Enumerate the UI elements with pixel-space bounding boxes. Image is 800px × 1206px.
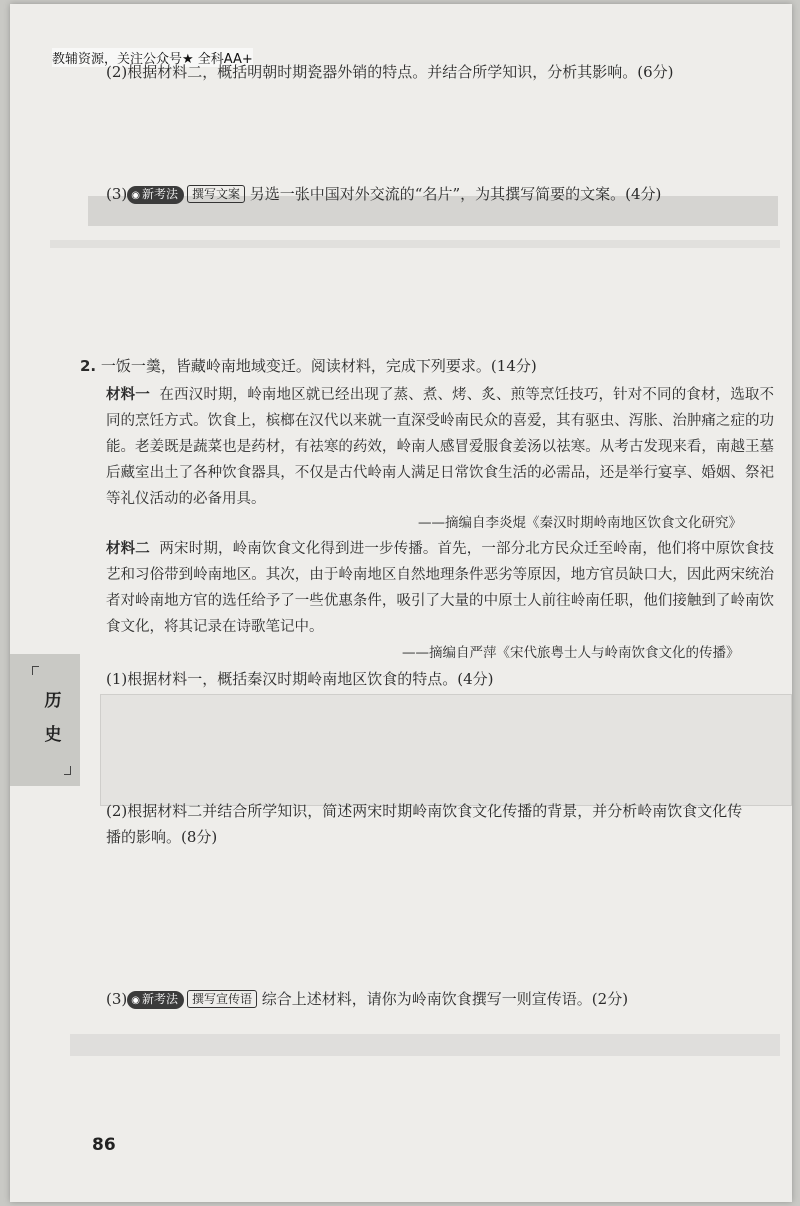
q2-part2-line2: 播的影响。(8分) <box>106 828 218 846</box>
q1-part2: (2)根据材料二，概括明朝时期瓷器外销的特点。并结合所学知识，分析其影响。(6分) <box>106 63 674 81</box>
material-one <box>106 382 774 512</box>
material-two-label: 材料二 <box>106 541 150 557</box>
task-badge: 撰写宣传语 <box>187 990 257 1008</box>
bleed-through-band <box>70 1034 780 1056</box>
q2-intro-line <box>80 356 537 376</box>
q1-part3-number: (3) <box>106 185 128 203</box>
q1-part3 <box>106 184 661 204</box>
subject-label <box>36 678 70 774</box>
location-pin-icon: ◉ <box>131 190 140 201</box>
material-two <box>106 536 774 640</box>
page-number: 86 <box>92 1135 116 1155</box>
watermark-text: 教辅资源，关注公众号★ 全科AA+ <box>52 48 253 67</box>
q2-part3-number: (3) <box>106 990 128 1008</box>
q2-intro: 一饭一羹，皆藏岭南地域变迁。阅读材料，完成下列要求。(14分) <box>100 357 537 375</box>
q2-part3 <box>106 989 628 1009</box>
bracket-corner <box>32 666 39 675</box>
badge-label: 新考法 <box>141 992 178 1006</box>
subject-label-text: 历史 <box>44 691 62 745</box>
new-method-badge <box>127 186 184 204</box>
q2-part2-line1: (2)根据材料二并结合所学知识，简述两宋时期岭南饮食文化传播的背景，并分析岭南饮食文化传 <box>106 802 743 820</box>
book-page <box>10 4 792 1202</box>
material-two-source: ——摘编自严萍《宋代旅粤士人与岭南饮食文化的传播》 <box>402 645 740 661</box>
bleed-through-band <box>50 240 780 248</box>
badge-label: 新考法 <box>141 187 178 201</box>
location-pin-icon: ◉ <box>131 995 140 1006</box>
task-badge: 撰写文案 <box>187 185 245 203</box>
q2-part3-text: 综合上述材料，请你为岭南饮食撰写一则宣传语。(2分) <box>261 990 629 1008</box>
q2-part1: (1)根据材料一，概括秦汉时期岭南地区饮食的特点。(4分) <box>106 670 494 688</box>
material-one-source: ——摘编自李炎焜《秦汉时期岭南地区饮食文化研究》 <box>418 515 742 531</box>
new-method-badge <box>127 991 184 1009</box>
material-one-label: 材料一 <box>106 387 150 403</box>
question-number: 2. <box>80 357 97 375</box>
material-two-text: 两宋时期，岭南饮食文化得到进一步传播。首先，一部分北方民众迁至岭南，他们将中原饮食技艺和习俗带到岭南地区。其次，由于岭南地区自然地理条件恶劣等原因，地方官员缺口大，因此两宋统治者对岭南地方官的选任给予了一些优惠条件，吸引了大量的中原士人前往岭南任职，他们接触到了岭南饮食文化，将其记录在诗歌笔记中。 <box>106 541 775 635</box>
subject-side-tab <box>10 654 80 786</box>
q1-part3-text: 另选一张中国对外交流的“名片”，为其撰写简要的文案。(4分) <box>249 185 662 203</box>
bleed-through-table <box>100 694 792 806</box>
material-one-text: 在西汉时期，岭南地区就已经出现了蒸、煮、烤、炙、煎等烹饪技巧，针对不同的食材，选取不同的烹饪方式。饮食上，槟榔在汉代以来就一直深受岭南民众的喜爱，其有驱虫、泻胀、治肿痛之症的功能。老姜既是蔬菜也是药材，有祛寒的药效，岭南人感冒爱服食姜汤以祛寒。从考古发现来看，南越王墓后藏室出土了各种饮食器具，不仅是古代岭南人满足日常饮食生活的必需品，还是举行宴享、婚姻、祭祀等礼仪活动的必备用具。 <box>106 387 775 507</box>
